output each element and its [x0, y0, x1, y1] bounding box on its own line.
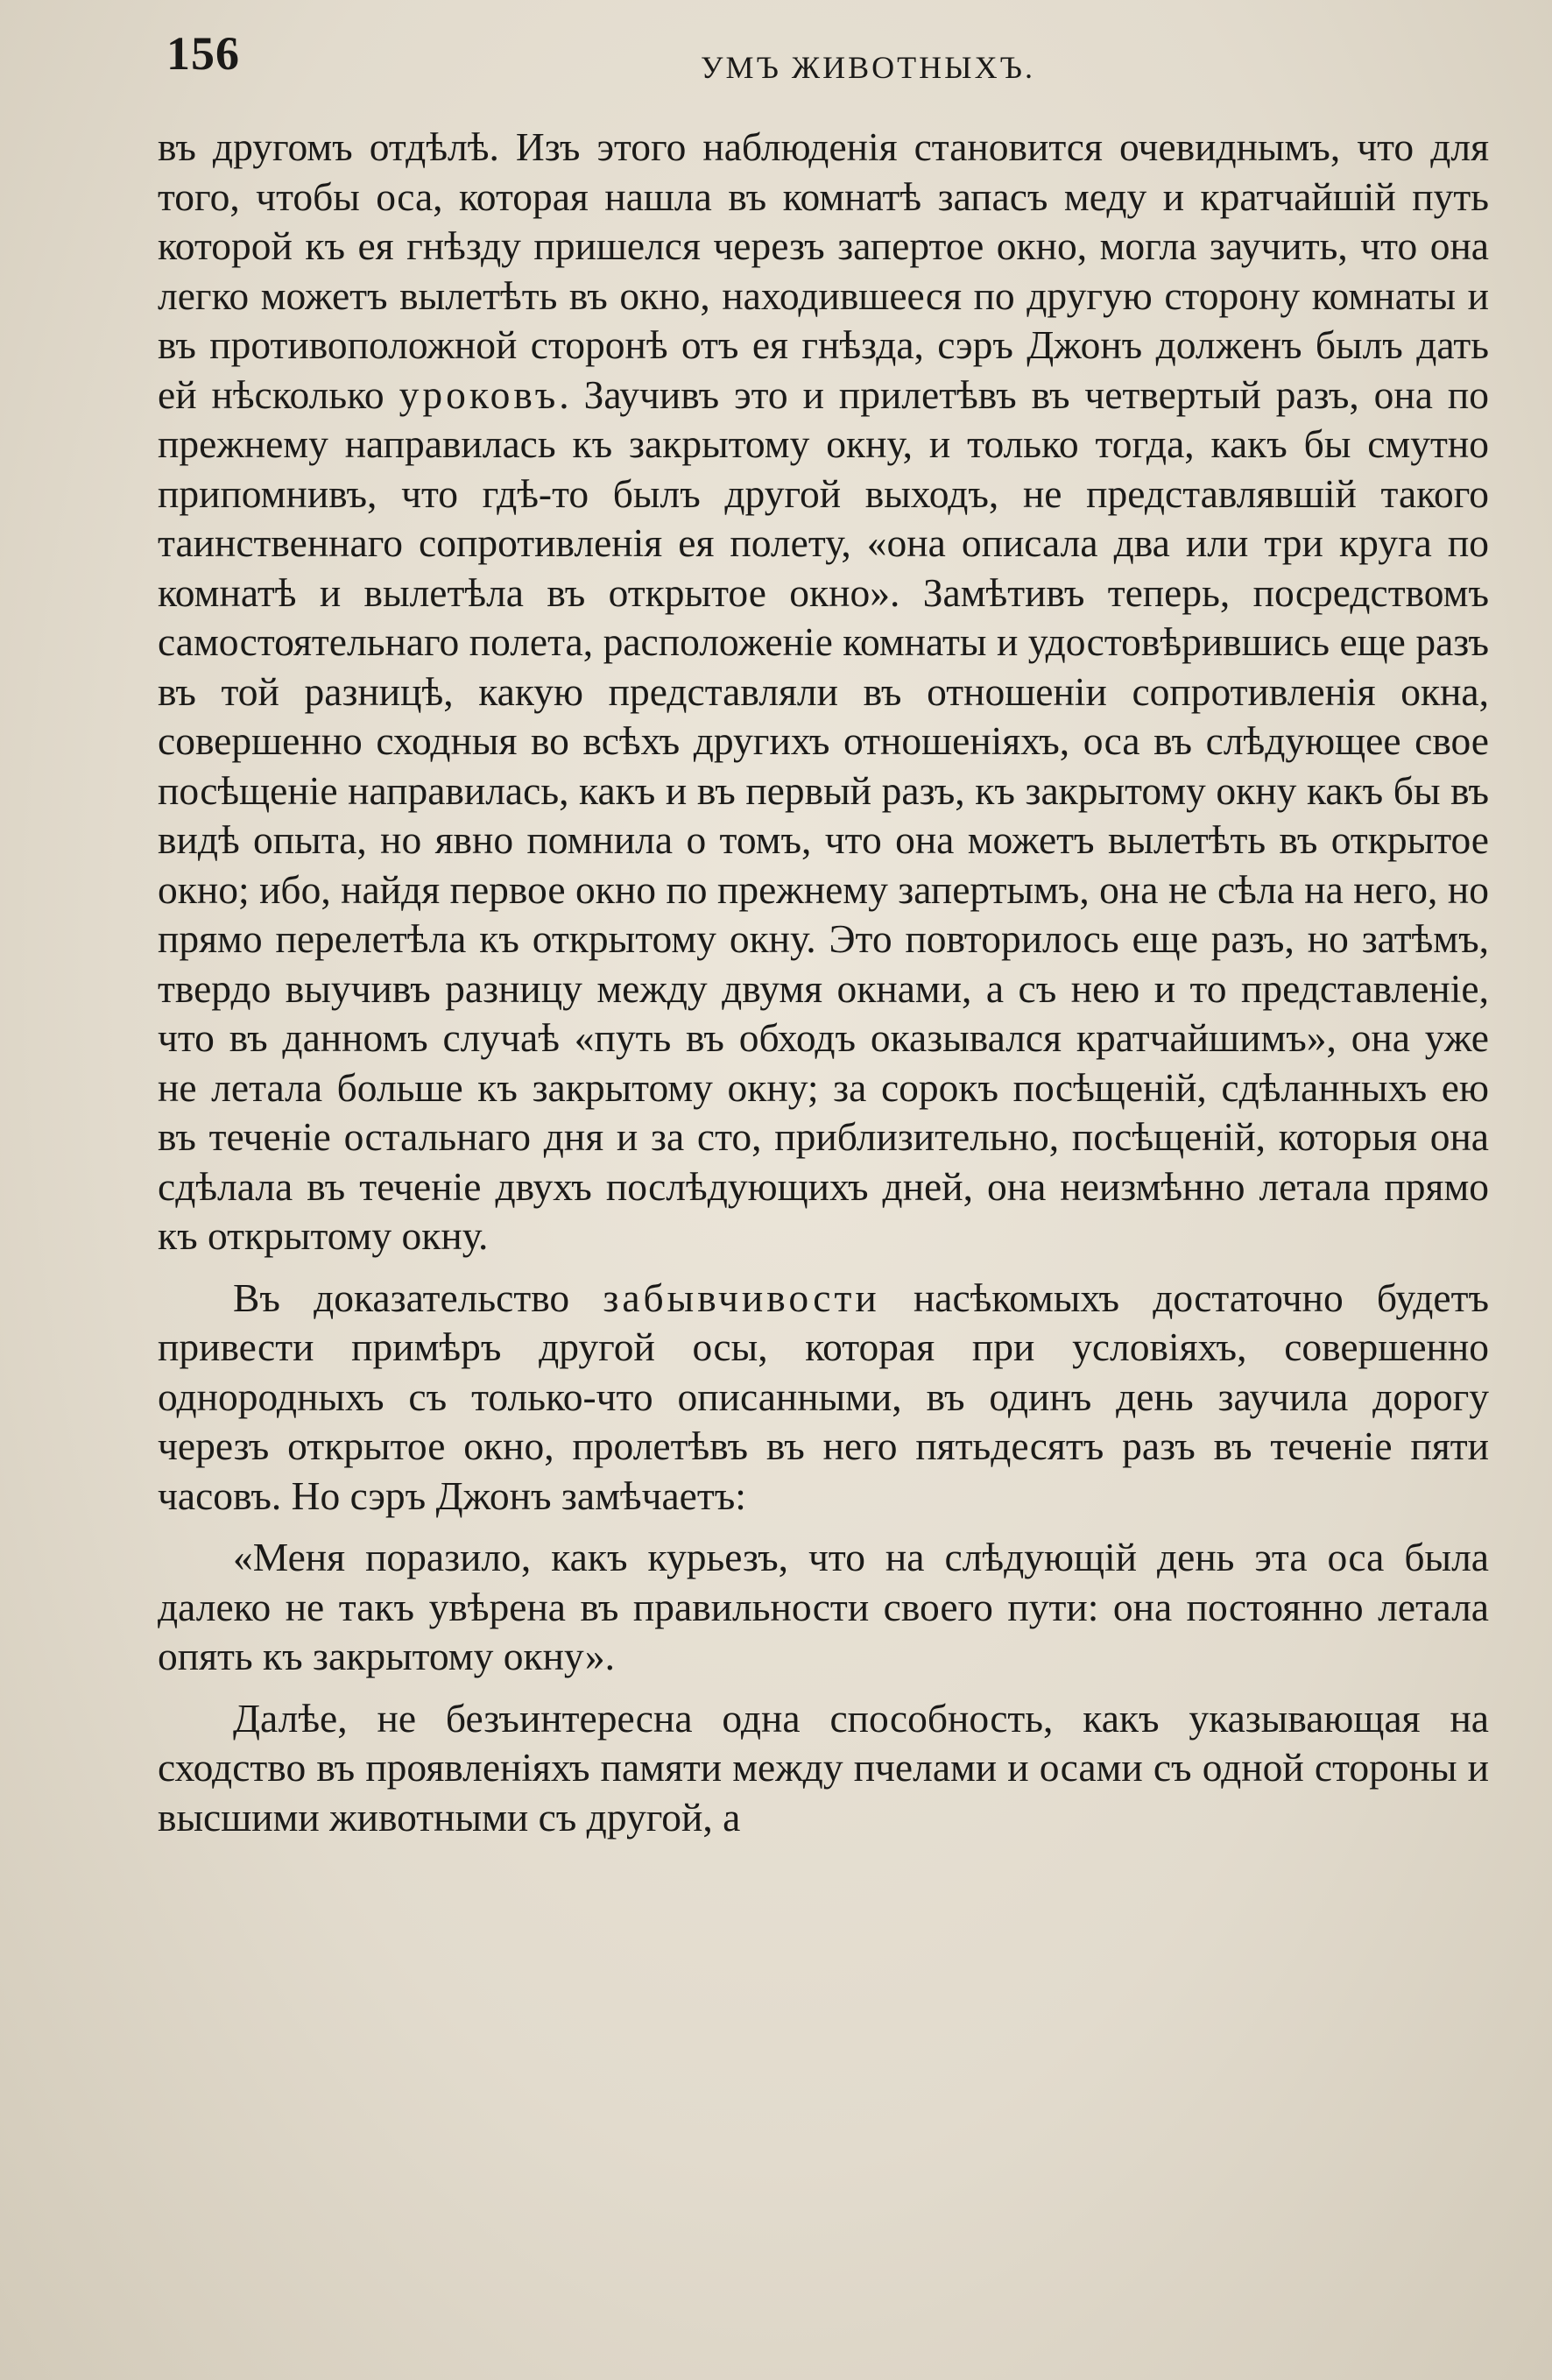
page-header — [166, 26, 1447, 88]
page-number: 156 — [166, 27, 240, 80]
paragraph: въ другомъ отдѣлѣ. Изъ этого наблюденія становится очевиднымъ, что для того, чтобы оса, которая нашла въ комнатѣ запасъ меду и кратчайшій путь которой къ ея гнѣзду пришелся черезъ запертое окно, могла заучить, что она легко можетъ вылетѣть въ окно, находившееся по другую сторону комнаты и въ противоположной сторонѣ отъ ея гнѣзда, сэръ Джонъ долженъ былъ дать ей нѣсколько уроковъ. Заучивъ это и прилетѣвъ въ четвертый разъ, она по прежнему направилась къ закрытому окну, и только тогда, какъ бы смутно припомнивъ, что гдѣ-то былъ другой выходъ, не представлявшій такого таинственнаго сопротивленія ея полету, «она описала два или три круга по комнатѣ и вылетѣла въ открытое окно». Замѣтивъ теперь, посредствомъ самостоятельнаго полета, расположеніе комнаты и удостовѣрившись еще разъ въ той разницѣ, какую представляли въ отношеніи сопротивленія окна, совершенно сходныя во всѣхъ другихъ отношеніяхъ, оса въ слѣдующее свое посѣщеніе направилась, какъ и въ первый разъ, къ закрытому окну какъ бы въ видѣ опыта, но явно помнила о томъ, что она можетъ вылетѣть въ открытое окно; ибо, найдя первое окно по прежнему запертымъ, она не сѣла на него, но прямо перелетѣла къ открытому окну. Это повторилось еще разъ, но затѣмъ, твердо выучивъ разницу между двумя окнами, а съ нею и то представленіе, что въ данномъ случаѣ «путь въ обходъ оказывался кратчайшимъ», она уже не летала больше къ закрытому окну; за сорокъ посѣщеній, сдѣланныхъ ею въ теченіе остальнаго дня и за сто, приблизительно, посѣщеній, которыя она сдѣлала въ теченіе двухъ послѣдующихъ дней, она неизмѣнно летала прямо къ открытому окну. — [158, 124, 1489, 1258]
quote-paragraph: «Меня поразило, какъ курьезъ, что на слѣдующій день эта оса была далеко не такъ увѣрена въ правильности своего пути: она постоянно летала опять къ закрытому окну». — [158, 1535, 1489, 1678]
paragraph: Далѣе, не безъинтересна одна способность, какъ указывающая на сходство въ проявленіяхъ памяти между пчелами и осами съ одной стороны и высшими животными съ другой, а — [158, 1695, 1489, 1840]
paragraph: Въ доказательство забывчивости насѣкомыхъ достаточно будетъ привести примѣръ другой осы, которая при условіяхъ, совершенно однородныхъ съ только-что описанными, въ одинъ день заучила дорогу черезъ открытое окно, пролетѣвъ въ него пятьдесятъ разъ въ теченіе пяти часовъ. Но сэръ Джонъ замѣчаетъ: — [158, 1275, 1489, 1518]
body-text — [158, 123, 1489, 1842]
emphasized-word: уроковъ — [399, 371, 560, 417]
running-head: УМЪ ЖИВОТНЫХЪ. — [701, 50, 1035, 85]
emphasized-word: забывчивости — [603, 1275, 880, 1320]
